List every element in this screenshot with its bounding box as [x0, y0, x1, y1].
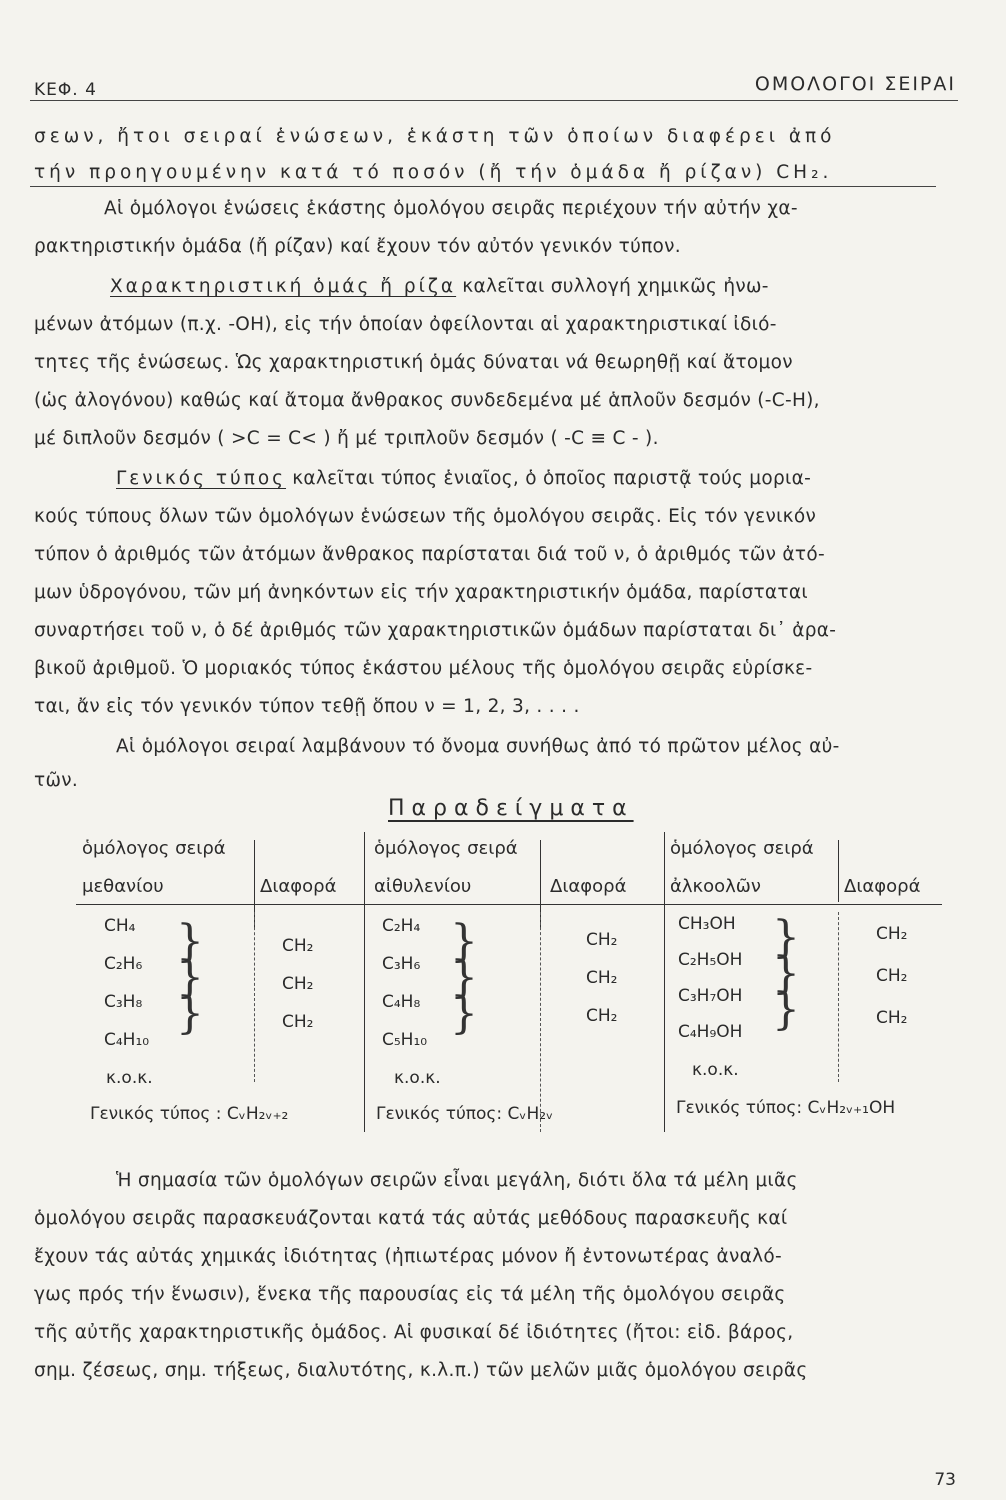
column-divider	[540, 912, 541, 1132]
paragraph-line: τύπον ὁ ἀριθμός τῶν ἀτόμων ἄνθρακος παρίσταται διά τοῦ ν, ὁ ἀριθμός τῶν ἀτό-	[34, 544, 825, 565]
brace: }	[450, 916, 478, 967]
paragraph-line: Ἡ σημασία τῶν ὁμολόγων σειρῶν εἶναι μεγάλη, διότι ὅλα τά μέλη μιᾶς	[116, 1170, 798, 1191]
paragraph-line: μέ διπλοῦν δεσμόν ( >C = C< ) ἤ μέ τριπλοῦν δεσμόν ( -C ≡ C - ).	[34, 428, 659, 449]
series-member: C₄H₈	[382, 992, 421, 1012]
brace: }	[450, 952, 478, 1003]
examples-title: Παραδείγματα	[388, 796, 634, 821]
series-name: αἰθυλενίου	[374, 876, 472, 897]
paragraph-line: τῶν.	[34, 770, 79, 791]
series-name: μεθανίου	[82, 876, 164, 897]
column-divider	[838, 912, 839, 1082]
page-number: 73	[934, 1470, 956, 1490]
definition-line	[116, 468, 966, 489]
paragraph-line: Αἱ ὁμόλογοι σειραί λαμβάνουν τό ὄνομα συνήθως ἀπό τό πρῶτον μέλος αὐ-	[116, 736, 840, 757]
paragraph-line: τήν προηγουμένην κατά τό ποσόν (ἤ τήν ὁμάδα ἤ ρίζαν) CH₂.	[34, 162, 833, 183]
series-member: C₅H₁₀	[382, 1030, 428, 1050]
series-name: ἀλκοολῶν	[670, 876, 761, 897]
paragraph-line: ται, ἄν εἰς τόν γενικόν τύπον τεθῇ ὅπου ν = 1, 2, 3, . . . .	[34, 696, 580, 717]
series-member: C₃H₈	[104, 992, 143, 1012]
series-ellipsis: κ.ο.κ.	[106, 1068, 153, 1088]
term-characteristic-group: Χαρακτηριστική ὁμάς ἤ ρίζα	[110, 276, 457, 297]
brace: }	[772, 984, 800, 1035]
difference-value: CH₂	[282, 1012, 314, 1032]
chapter-label: ΚΕΦ. 4	[34, 80, 97, 100]
difference-value: CH₂	[876, 966, 908, 986]
definition-line	[110, 276, 970, 297]
difference-value: CH₂	[876, 924, 908, 944]
series-header: ὁμόλογος σειρά	[82, 838, 226, 859]
paragraph-line: συναρτήσει τοῦ ν, ὁ δέ ἀριθμός τῶν χαρακτηριστικῶν ὁμάδων παρίσταται δι᾽ ἀρα-	[34, 620, 837, 641]
running-title: ΟΜΟΛΟΓΟΙ ΣΕΙΡΑΙ	[754, 73, 956, 95]
column-divider	[254, 912, 255, 1082]
definition-text: καλεῖται τύπος ἑνιαῖος, ὁ ὁποῖος παριστᾷ τούς μορια-	[292, 468, 812, 489]
column-divider	[838, 840, 839, 902]
brace: }	[176, 952, 204, 1003]
series-header: ὁμόλογος σειρά	[374, 838, 518, 859]
series-ellipsis: κ.ο.κ.	[692, 1060, 739, 1080]
brace: }	[176, 916, 204, 967]
difference-value: CH₂	[876, 1008, 908, 1028]
diff-header: Διαφορά	[550, 876, 627, 897]
paragraph-line: Αἱ ὁμόλογοι ἑνώσεις ἑκάστης ὁμολόγου σειρᾶς περιέχουν τήν αὐτήν χα-	[104, 198, 798, 219]
brace: }	[176, 988, 204, 1039]
brace: }	[450, 988, 478, 1039]
series-member: C₂H₅OH	[678, 950, 743, 970]
paragraph-line: μων ὑδρογόνου, τῶν μή ἀνηκόντων εἰς τήν χαρακτηριστικήν ὁμάδα, παρίσταται	[34, 582, 808, 603]
diff-header: Διαφορά	[260, 876, 337, 897]
series-member: C₄H₉OH	[678, 1022, 743, 1042]
series-member: C₃H₆	[382, 954, 421, 974]
difference-value: CH₂	[586, 1006, 618, 1026]
series-member: C₂H₆	[104, 954, 143, 974]
table-header-rule	[76, 904, 942, 905]
paragraph-line: τητες τῆς ἑνώσεως. Ὡς χαρακτηριστική ὁμάς δύναται νά θεωρηθῇ καί ἄτομον	[34, 352, 793, 373]
paragraph-line: σημ. ζέσεως, σημ. τήξεως, διαλυτότης, κ.λ.π.) τῶν μελῶν μιᾶς ὁμολόγου σειρᾶς	[34, 1360, 808, 1381]
column-divider	[364, 832, 365, 1132]
underline-rule	[30, 186, 936, 187]
column-divider	[664, 832, 665, 1132]
series-member: C₄H₁₀	[104, 1030, 150, 1050]
difference-value: CH₂	[282, 936, 314, 956]
paragraph-line: (ὡς ἀλογόνου) καθώς καί ἄτομα ἄνθρακος συνδεδεμένα μέ ἁπλοῦν δεσμόν (-C-H),	[34, 390, 820, 411]
diff-header: Διαφορά	[844, 876, 921, 897]
difference-value: CH₂	[282, 974, 314, 994]
paragraph-line: βικοῦ ἀριθμοῦ. Ὁ μοριακός τύπος ἑκάστου μέλους τῆς ὁμολόγου σειρᾶς εὑρίσκε-	[34, 658, 813, 679]
series-member: CH₄	[104, 916, 136, 936]
series-ellipsis: κ.ο.κ.	[394, 1068, 441, 1088]
difference-value: CH₂	[586, 930, 618, 950]
general-formula: Γενικός τύπος: CᵥH₂ᵥ₊₁OH	[676, 1098, 896, 1118]
paragraph-line: ἔχουν τάς αὐτάς χημικάς ἰδιότητας (ἠπιωτέρας μόνον ἤ ἐντονωτέρας ἀναλό-	[34, 1246, 782, 1267]
paragraph-line: μένων ἀτόμων (π.χ. -OH), εἰς τήν ὁποίαν ὀφείλονται αἱ χαρακτηριστικαί ἰδιό-	[34, 314, 777, 335]
definition-text: καλεῖται συλλογή χημικῶς ἠνω-	[462, 276, 769, 297]
general-formula: Γενικός τύπος: CᵥH₂ᵥ	[376, 1104, 554, 1124]
paragraph-line: τῆς αὐτῆς χαρακτηριστικῆς ὁμάδος. Αἱ φυσικαί δέ ἰδιότητες (ἤτοι: εἰδ. βάρος,	[34, 1322, 794, 1343]
paragraph-line: ὁμολόγου σειρᾶς παρασκευάζονται κατά τάς αὐτάς μεθόδους παρασκευῆς καί	[34, 1208, 788, 1229]
examples-table	[76, 832, 942, 1132]
paragraph-line: σεων, ἤτοι σειραί ἑνώσεων, ἑκάστη τῶν ὁποίων διαφέρει ἀπό	[34, 126, 836, 147]
series-member: C₂H₄	[382, 916, 421, 936]
general-formula: Γενικός τύπος : CᵥH₂ᵥ₊₂	[90, 1104, 289, 1124]
term-general-formula: Γενικός τύπος	[116, 468, 287, 489]
brace: }	[772, 912, 800, 963]
series-header: ὁμόλογος σειρά	[670, 838, 814, 859]
header-rule	[30, 100, 958, 101]
brace: }	[772, 948, 800, 999]
paragraph-line: ρακτηριστικήν ὁμάδα (ἤ ρίζαν) καί ἔχουν τόν αὐτόν γενικόν τύπον.	[34, 236, 681, 257]
series-member: CH₃OH	[678, 914, 736, 934]
paragraph-line: γως πρός τήν ἕνωσιν), ἕνεκα τῆς παρουσίας εἰς τά μέλη τῆς ὁμολόγου σειρᾶς	[34, 1284, 786, 1305]
difference-value: CH₂	[586, 968, 618, 988]
paragraph-line: κούς τύπους ὅλων τῶν ὁμολόγων ἑνώσεων τῆς ὁμολόγου σειρᾶς. Εἰς τόν γενικόν	[34, 506, 817, 527]
series-member: C₃H₇OH	[678, 986, 743, 1006]
